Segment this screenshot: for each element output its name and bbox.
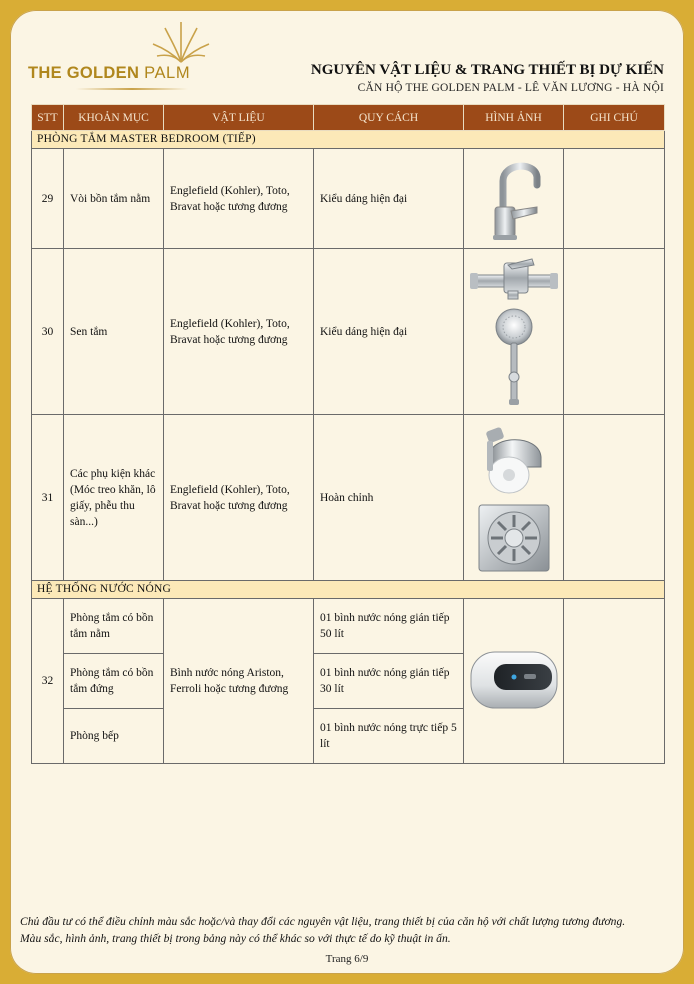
material-cell: Bình nước nóng Ariston, Ferroli hoặc tương đương xyxy=(164,599,314,764)
document-title: NGUYÊN VẬT LIỆU & TRANG THIẾT BỊ DỰ KIẾN xyxy=(310,62,664,78)
column-header: VẬT LIỆU xyxy=(164,105,314,131)
column-header: HÌNH ẢNH xyxy=(464,105,564,131)
item-cell: Phòng tắm có bồn tắm đứng xyxy=(64,654,164,709)
floor-drain-icon xyxy=(477,503,551,573)
disclaimer-line: Màu sắc, hình ảnh, trang thiết bị trong bảng này có thể khác so với thực tế do kỹ thuật in ấn. xyxy=(20,932,451,945)
section-title: PHÒNG TẮM MASTER BEDROOM (TIẾP) xyxy=(32,131,665,149)
material-cell: Englefield (Kohler), Toto, Bravat hoặc tương đương xyxy=(164,249,314,415)
spec-cell: Kiểu dáng hiện đại xyxy=(314,249,464,415)
material-cell: Englefield (Kohler), Toto, Bravat hoặc tương đương xyxy=(164,149,314,249)
item-cell: Phòng tắm có bồn tắm nằm xyxy=(64,599,164,654)
item-cell: Sen tắm xyxy=(64,249,164,415)
spec-cell: Kiểu dáng hiện đại xyxy=(314,149,464,249)
section-title: HỆ THỐNG NƯỚC NÓNG xyxy=(32,581,665,599)
column-header: KHOẢN MỤC xyxy=(64,105,164,131)
page-number: Trang 6/9 xyxy=(325,953,369,965)
table-row xyxy=(32,149,665,249)
logo-text: THE GOLDEN PALM xyxy=(28,64,191,82)
palm-leaf-icon xyxy=(151,20,211,64)
image-cell xyxy=(464,249,564,415)
brand-logo xyxy=(28,20,208,96)
section-row xyxy=(32,581,665,599)
item-cell: Các phụ kiện khác (Móc treo khăn, lô giấy, phễu thu sàn...) xyxy=(64,415,164,581)
toilet-paper-holder-icon xyxy=(479,423,549,501)
shower-mixer-icon xyxy=(468,257,560,303)
table-row xyxy=(32,249,665,415)
document-subtitle: CĂN HỘ THE GOLDEN PALM - LÊ VĂN LƯƠNG - HÀ NỘI xyxy=(357,82,664,94)
material-cell: Englefield (Kohler), Toto, Bravat hoặc tương đương xyxy=(164,415,314,581)
note-cell xyxy=(564,249,665,415)
section-row xyxy=(32,131,665,149)
spec-cell: 01 bình nước nóng trực tiếp 5 lít xyxy=(314,709,464,764)
note-cell xyxy=(564,149,665,249)
image-cell xyxy=(464,599,564,764)
column-header: QUY CÁCH xyxy=(314,105,464,131)
stt-cell: 30 xyxy=(32,249,64,415)
image-cell xyxy=(464,415,564,581)
hand-shower-icon xyxy=(489,307,539,407)
disclaimer-line: Chủ đầu tư có thể điều chỉnh màu sắc hoặc/và thay đổi các nguyên vật liệu, trang thiết bị của căn hộ với chất lượng tương đương. xyxy=(20,915,626,928)
disclaimer xyxy=(20,913,680,947)
note-cell xyxy=(564,599,665,764)
faucet-icon xyxy=(479,155,549,243)
item-cell: Phòng bếp xyxy=(64,709,164,764)
stt-cell: 32 xyxy=(32,599,64,764)
table-header-row xyxy=(32,105,665,131)
materials-table xyxy=(31,104,665,764)
spec-cell: 01 bình nước nóng gián tiếp 50 lít xyxy=(314,599,464,654)
logo-underline xyxy=(76,88,188,90)
image-cell xyxy=(464,149,564,249)
stt-cell: 29 xyxy=(32,149,64,249)
column-header: GHI CHÚ xyxy=(564,105,665,131)
stt-cell: 31 xyxy=(32,415,64,581)
column-header: STT xyxy=(32,105,64,131)
water-heater-icon xyxy=(468,648,560,714)
spec-cell: 01 bình nước nóng gián tiếp 30 lít xyxy=(314,654,464,709)
table-row xyxy=(32,415,665,581)
spec-cell: Hoàn chỉnh xyxy=(314,415,464,581)
item-cell: Vòi bồn tắm nằm xyxy=(64,149,164,249)
table-row xyxy=(32,599,665,654)
note-cell xyxy=(564,415,665,581)
